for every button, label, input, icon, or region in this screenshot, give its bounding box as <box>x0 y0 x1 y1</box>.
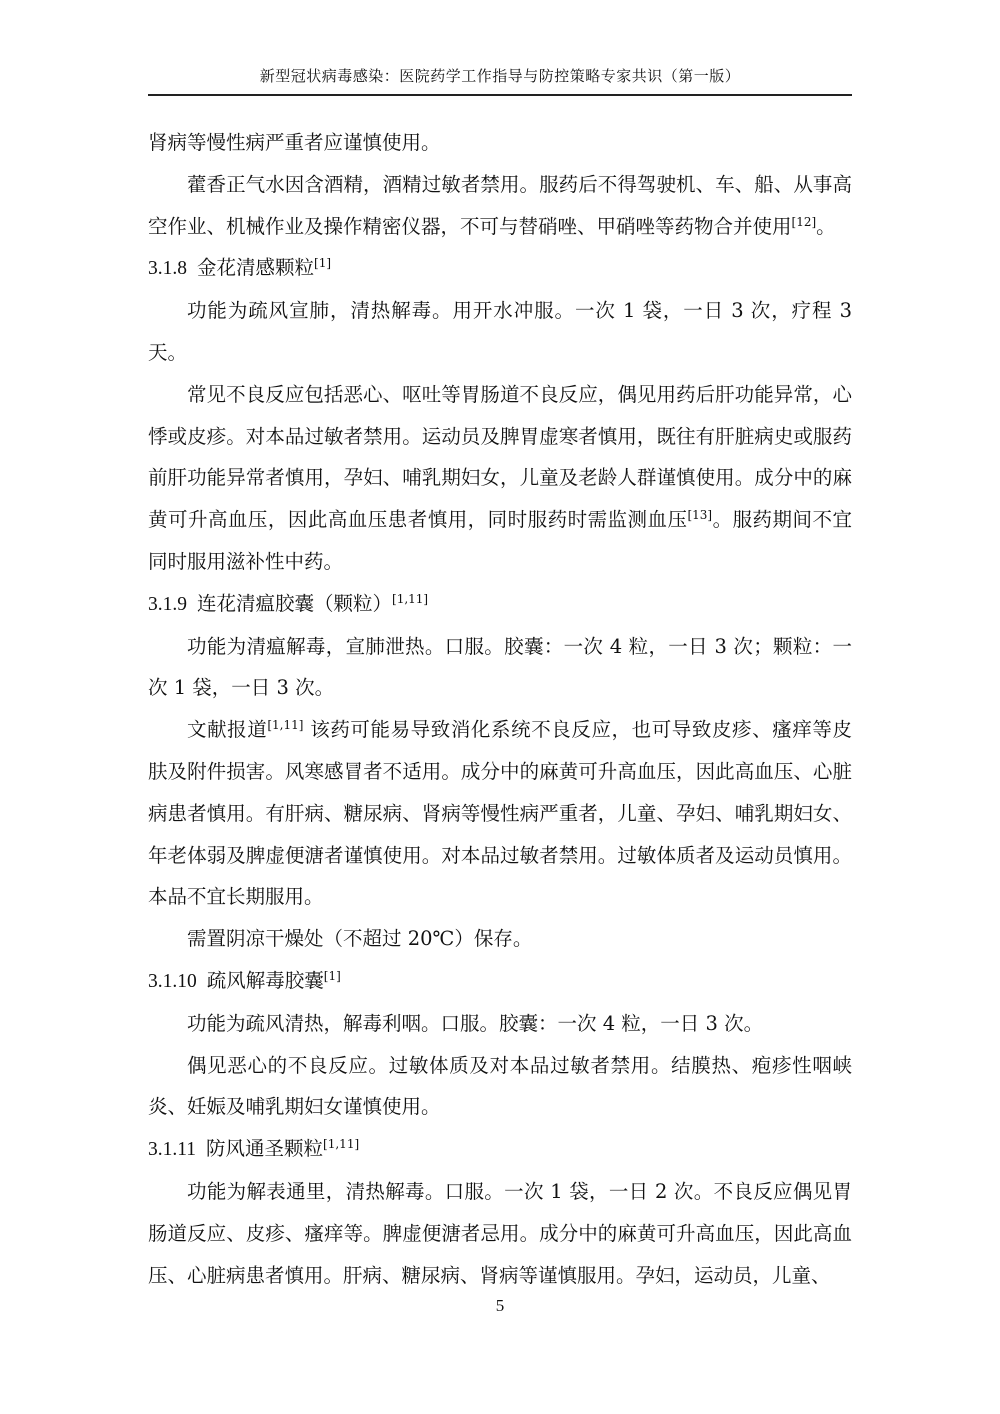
citation: [12] <box>791 214 817 229</box>
citation: [1] <box>314 256 332 271</box>
paragraph-text: 偶见恶心的不良反应。过敏体质及对本品过敏者禁用。结膜热、疱疹性咽峡炎、妊娠及哺乳期妇女谨慎使用。 <box>148 1053 852 1119</box>
paragraph-text: 文献报道 <box>187 718 268 742</box>
paragraph-text: 常见不良反应包括恶心、呕吐等胃肠道不良反应，偶见用药后肝功能异常，心悸或皮疹。对本品过敏者禁用。运动员及脾胃虚寒者慎用，既往有肝脏病史或服药前肝功能异常者慎用，孕妇、哺乳期妇女，儿童及老龄人群谨慎使用。成分中的麻黄可升高血压，因此高血压患者慎用，同时服药时需监测血压 <box>148 382 852 532</box>
paragraph-continuation <box>148 122 852 164</box>
paragraph-text: 功能为疏风清热，解毒利咽。口服。胶囊：一次 4 粒，一日 3 次。 <box>187 1011 764 1035</box>
paragraph-text: 功能为清瘟解毒，宣肺泄热。口服。胶囊：一次 4 粒，一日 3 次；颗粒：一次 1 袋，一日 3 次。 <box>148 634 852 700</box>
paragraph-function <box>148 290 852 374</box>
page-number: 5 <box>495 1296 505 1315</box>
paragraph-text: 该药可能易导致消化系统不良反应，也可导致皮疹、瘙痒等皮肤及附件损害。风寒感冒者不适用。成分中的麻黄可升高血压，因此高血压、心脏病患者慎用。有肝病、糖尿病、肾病等慢性病严重者，儿童、孕妇、哺乳期妇女、年老体弱及脾虚便溏者谨慎使用。对本品过敏者禁用。过敏体质者及运动员慎用。本品不宜长期服用。 <box>148 718 852 909</box>
section-number: 3.1.8 <box>148 258 187 280</box>
section-heading-3-1-9 <box>148 583 852 626</box>
paragraph-text: 功能为解表通里，清热解毒。口服。一次 1 袋，一日 2 次。不良反应偶见胃肠道反应、皮疹、瘙痒等。脾虚便溏者忌用。成分中的麻黄可升高血压，因此高血压、心脏病患者慎用。肝病、糖尿病、肾病等谨慎服用。孕妇，运动员，儿童、 <box>148 1179 852 1287</box>
paragraph-adverse <box>148 1045 852 1129</box>
paragraph-text: 藿香正气水因含酒精，酒精过敏者禁用。服药后不得驾驶机、车、船、从事高空作业、机械作业及操作精密仪器，不可与替硝唑、甲硝唑等药物合并使用 <box>148 172 852 238</box>
section-title: 疏风解毒胶囊 <box>206 968 324 992</box>
section-number: 3.1.11 <box>148 1139 197 1161</box>
running-header: 新型冠状病毒感染：医院药学工作指导与防控策略专家共识（第一版） <box>259 67 741 85</box>
section-title: 金花清感颗粒 <box>197 256 315 280</box>
section-number: 3.1.10 <box>148 970 197 992</box>
paragraph-text: 需置阴凉干燥处（不超过 20℃）保存。 <box>187 927 533 951</box>
section-heading-3-1-8 <box>148 247 852 290</box>
citation: [1,11] <box>323 1136 360 1151</box>
section-heading-3-1-10 <box>148 960 852 1003</box>
section-title: 防风通圣颗粒 <box>206 1137 324 1161</box>
paragraph-function <box>148 1003 852 1045</box>
paragraph-function <box>148 1171 852 1296</box>
section-title: 连花清瘟胶囊（颗粒） <box>197 591 393 615</box>
paragraph-adverse <box>148 374 852 583</box>
paragraph-literature <box>148 709 852 918</box>
section-number: 3.1.9 <box>148 593 187 615</box>
citation: [13] <box>687 507 713 522</box>
body-text <box>148 122 852 1296</box>
paragraph-text: 。 <box>816 214 836 238</box>
citation: [1,11] <box>392 591 429 606</box>
section-heading-3-1-11 <box>148 1128 852 1171</box>
header-divider <box>148 94 852 96</box>
paragraph-function <box>148 626 852 710</box>
paragraph-storage <box>148 918 852 960</box>
paragraph-huoxiang <box>148 164 852 248</box>
paragraph-text: 。服药期间不宜同时服用滋补性中药。 <box>148 508 852 573</box>
citation: [1] <box>323 968 341 983</box>
paragraph-text: 肾病等慢性病严重者应谨慎使用。 <box>148 131 441 154</box>
citation: [1,11] <box>267 717 304 732</box>
paragraph-text: 功能为疏风宣肺，清热解毒。用开水冲服。一次 1 袋，一日 3 次，疗程 3 天。 <box>148 299 852 364</box>
